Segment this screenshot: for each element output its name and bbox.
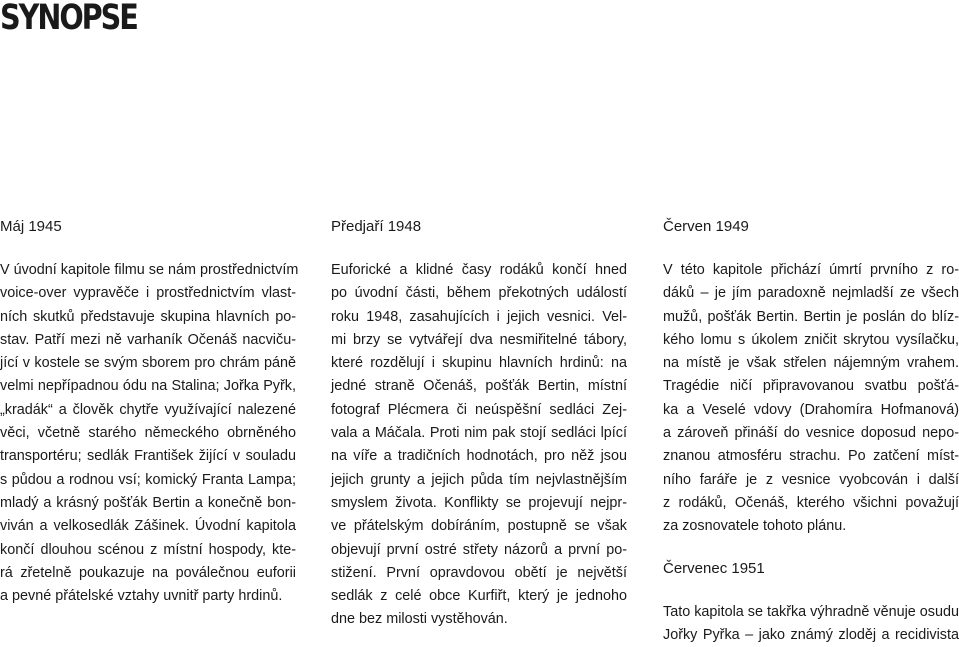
- text-line: sedlák z celé obce Kurfiřt, který je jednoho: [331, 588, 627, 605]
- text-line: dáků – je jím paradoxně nejmladší ze všech: [663, 285, 959, 302]
- section-body: [663, 601, 959, 647]
- column-3: [663, 218, 959, 647]
- text-line: V této kapitole přichází úmrtí prvního z ro-: [663, 262, 959, 278]
- text-line: znanou atmosféru strachu. Po zatčení míst-: [663, 448, 959, 465]
- text-line: Tragédie ničí připravovanou svatbu pošťá-: [663, 378, 959, 395]
- text-line: stižení. První opravdovou obětí je největší: [331, 564, 627, 581]
- text-line: které rozdělují i skupinu hlavních hrdinů: na: [331, 355, 627, 372]
- text-line: jejich grunty a jejich půda tím nejvlastnějším: [331, 471, 627, 488]
- text-line: fotograf Plécmera či neúspěšní sedláci Zej-: [331, 401, 627, 418]
- text-line: ve přátelským dobíráním, postupně se však: [331, 518, 627, 535]
- text-line: mužů, pošťák Bertin. Bertin je poslán do blíz-: [663, 308, 959, 325]
- text-line: voice-over vypravěče i prostřednictvím vlast-: [0, 285, 296, 302]
- text-line: V úvodní kapitole filmu se nám prostřednictvím: [0, 262, 299, 278]
- text-line: kého lomu s úkolem zničit skrytou vysílačku,: [663, 331, 959, 348]
- text-line: s půdou a rodnou vsí; komický Franta Lampa;: [0, 471, 296, 488]
- text-line: a zároveň přináší do vesnice doposud nepo-: [663, 425, 959, 442]
- text-line: Euforické a klidné časy rodáků končí hned: [331, 262, 627, 278]
- text-line: po úvodní části, během překotných událostí: [331, 285, 627, 302]
- text-line: ka a Veselé vdovy (Drahomíra Hofmanová): [663, 401, 959, 418]
- section-heading: Červen 1949: [663, 218, 749, 235]
- text-line: vala a Máčala. Proti nim pak stojí sedláci lpící: [331, 425, 627, 442]
- text-line: objevují první ostré střety názorů a první po-: [331, 541, 627, 558]
- text-line: dne bez milosti vystěhován.: [331, 611, 508, 628]
- text-line: Tato kapitola se takřka výhradně věnuje osudu: [663, 603, 959, 620]
- text-line: transportéru; sedlák František žijící v souladu: [0, 448, 296, 465]
- section-heading: Předjaří 1948: [331, 218, 422, 235]
- text-line: za zosnovatele tohoto plánu.: [663, 518, 847, 535]
- column-2: [331, 218, 627, 632]
- section-body: [663, 259, 959, 539]
- section-body: [0, 259, 299, 608]
- text-line: Jořky Pyřka – jako známý zloděj a recidivista: [663, 626, 959, 643]
- text-line: a pevné přátelské vztahy uvnitř party hrdinů.: [0, 588, 283, 605]
- text-line: mladý a krásný pošťák Bertin a konečně bon-: [0, 494, 296, 511]
- text-line: viván a velkosedlák Zášinek. Úvodní kapitola: [0, 518, 296, 535]
- text-line: roku 1948, zasahujících i jejich vesnici. Vel-: [331, 308, 627, 325]
- text-line: stav. Patří mezi ně varhaník Očenáš nacviču-: [0, 331, 296, 348]
- text-line: jící v kostele se svým sborem pro chrám páně: [0, 355, 296, 372]
- text-line: „kradák“ a člověk chytře využívající nalezené: [0, 401, 296, 418]
- text-line: na místě je však střelen nájemným vrahem.: [663, 355, 959, 372]
- column-1: [0, 218, 299, 608]
- text-line: smyslem života. Konflikty se projevují nejpr-: [331, 494, 627, 511]
- section-body: [331, 259, 627, 632]
- text-line: z rodáků, Očenáš, kterého všichni považují: [663, 494, 959, 511]
- text-line: končí dlouhou scénou z místní hospody, kte-: [0, 541, 296, 558]
- text-line: věci, včetně starého německého obrněného: [0, 425, 296, 442]
- section-heading: Máj 1945: [0, 218, 62, 235]
- section-spacer: [663, 539, 959, 560]
- section-heading: Červenec 1951: [663, 559, 765, 577]
- text-line: ních skutků představuje skupina hlavních po-: [0, 308, 296, 325]
- text-line: na víře a tradičních hodnotách, pro něž jsou: [331, 448, 627, 465]
- text-line: mi brzy se vytvářejí dva nesmiřitelné tábory,: [331, 331, 627, 348]
- text-line: rá zřetelně poukazuje na poválečnou euforii: [0, 564, 296, 581]
- text-line: velmi nepřípadnou ódu na Stalina; Jořka Pyřk,: [0, 378, 296, 395]
- page-title: SYNOPSE: [0, 0, 137, 38]
- text-line: ního faráře je z vesnice vyobcován i další: [663, 471, 959, 488]
- text-line: jedné straně Očenáš, pošťák Bertin, místní: [331, 378, 627, 395]
